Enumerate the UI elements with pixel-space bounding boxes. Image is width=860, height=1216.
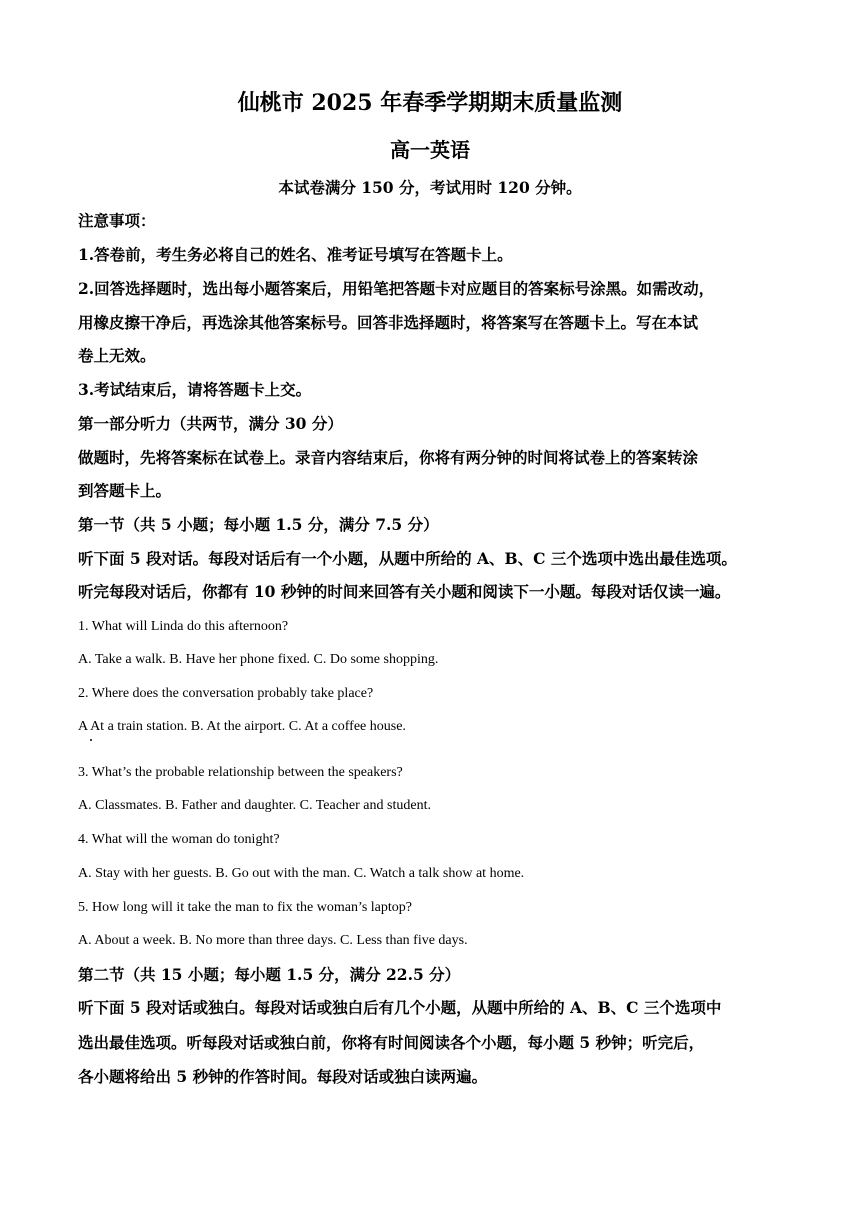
- notice-heading: 注意事项：: [78, 211, 156, 230]
- question-5: 5. How long will it take the man to fix the woman’s laptop?: [78, 900, 412, 915]
- notice-item-2-line-1: 2.回答选择题时，选出每小题答案后，用铅笔把答题卡对应题目的答案标号涂黑。如需改动，: [78, 279, 715, 298]
- exam-info: 本试卷满分 150 分，考试用时 120 分钟。: [278, 178, 582, 197]
- part1-heading: 第一部分听力（共两节，满分 30 分）: [78, 414, 343, 433]
- subject-title: 高一英语: [390, 138, 470, 162]
- question-2-options: A At a train station. B. At the airport. C. At a coffee house.: [78, 719, 406, 734]
- question-4-options: A. Stay with her guests. B. Go out with the man. C. Watch a talk show at home.: [78, 866, 525, 881]
- section2-intro-line-3: 各小题将给出 5 秒钟的作答时间。每段对话或独白读两遍。: [78, 1067, 488, 1086]
- part1-intro-line-1: 做题时，先将答案标在试卷上。录音内容结束后，你将有两分钟的时间将试卷上的答案转涂: [78, 448, 699, 467]
- question-1: 1. What will Linda do this afternoon?: [78, 619, 289, 634]
- question-3: 3. What’s the probable relationship between the speakers?: [78, 765, 403, 780]
- question-2: 2. Where does the conversation probably take place?: [78, 686, 374, 701]
- notice-item-2-line-3: 卷上无效。: [78, 346, 156, 365]
- section1-heading: 第一节（共 5 小题；每小题 1.5 分，满分 7.5 分）: [78, 515, 439, 534]
- section2-heading: 第二节（共 15 小题；每小题 1.5 分，满分 22.5 分）: [78, 965, 461, 984]
- notice-item-3: 3.考试结束后，请将答题卡上交。: [78, 380, 312, 399]
- section2-intro-line-1: 听下面 5 段对话或独白。每段对话或独白后有几个小题，从题中所给的 A、B、C 三个选项中: [78, 998, 722, 1017]
- section1-intro-line-1: 听下面 5 段对话。每段对话后有一个小题，从题中所给的 A、B、C 三个选项中选出最佳选项。: [78, 549, 737, 568]
- notice-item-2-line-2: 用橡皮擦干净后，再选涂其他答案标号。回答非选择题时，将答案写在答题卡上。写在本试: [78, 313, 699, 332]
- stray-dot-mark: [90, 739, 92, 741]
- question-1-options: A. Take a walk. B. Have her phone fixed. C. Do some shopping.: [78, 652, 439, 667]
- section2-intro-line-2: 选出最佳选项。听每段对话或独白前，你将有时间阅读各个小题，每小题 5 秒钟；听完后，: [78, 1033, 705, 1052]
- question-5-options: A. About a week. B. No more than three days. C. Less than five days.: [78, 933, 468, 948]
- section1-intro-line-2: 听完每段对话后，你都有 10 秒钟的时间来回答有关小题和阅读下一小题。每段对话仅读一遍。: [78, 582, 731, 601]
- question-3-options: A. Classmates. B. Father and daughter. C. Teacher and student.: [78, 798, 431, 813]
- exam-title: 仙桃市 2025 年春季学期期末质量监测: [237, 90, 623, 116]
- question-4: 4. What will the woman do tonight?: [78, 832, 280, 847]
- notice-item-1: 1.答卷前，考生务必将自己的姓名、准考证号填写在答题卡上。: [78, 245, 513, 264]
- part1-intro-line-2: 到答题卡上。: [78, 481, 172, 500]
